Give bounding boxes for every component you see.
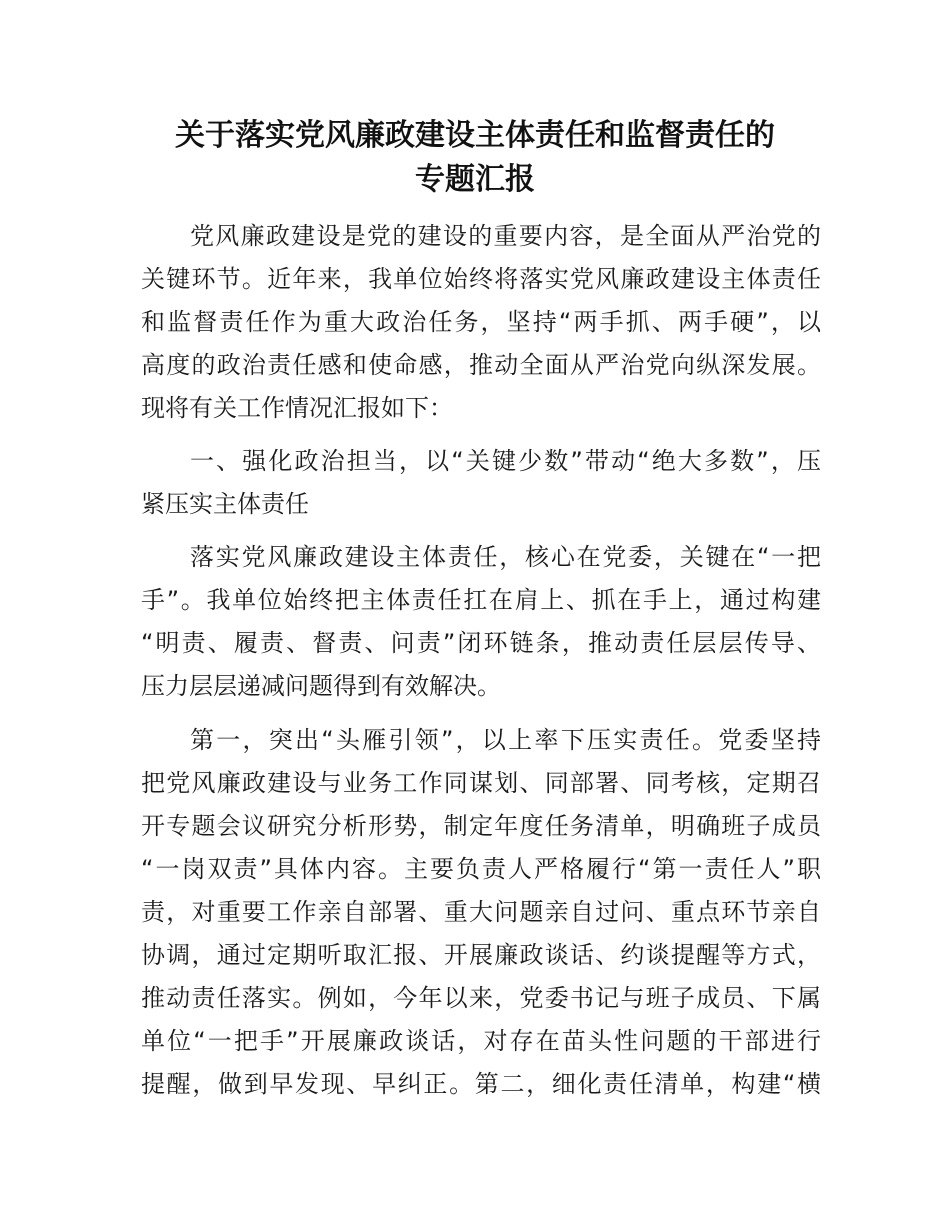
text-line: 协调，通过定期听取汇报、开展廉政谈话、约谈提醒等方式， [141,941,821,969]
text-line: 推动责任落实。例如，今年以来，党委书记与班子成员、下属 [141,984,821,1012]
text-line: “明责、履责、督责、问责”闭环链条，推动责任层层传导、 [141,629,821,657]
text-line: “一岗双责”具体内容。主要负责人严格履行“第一责任人”职 [141,855,821,883]
text-line: 高度的政治责任感和使命感，推动全面从严治党向纵深发展。 [141,351,821,379]
text-line: 提醒，做到早发现、早纠正。第二，细化责任清单，构建“横 [141,1070,821,1098]
text-line: 紧压实主体责任 [141,490,309,518]
text-line: 第一，突出“头雁引领”，以上率下压实责任。党委坚持 [190,726,821,754]
text-line: 一、强化政治担当，以“关键少数”带动“绝大多数”，压 [190,447,821,475]
document-title-line-2: 专题汇报 [415,162,535,197]
document-title-line-1: 关于落实党风廉政建设主体责任和监督责任的 [175,118,775,153]
text-line: 把党风廉政建设与业务工作同谋划、同部署、同考核，定期召 [141,769,821,797]
text-line: 开专题会议研究分析形势，制定年度任务清单，明确班子成员 [141,812,821,840]
text-line: 压力层层递减问题得到有效解决。 [141,672,501,700]
text-line: 党风廉政建设是党的建设的重要内容，是全面从严治党的 [190,222,821,250]
text-line: 关键环节。近年来，我单位始终将落实党风廉政建设主体责任 [141,265,821,293]
text-line: 手”。我单位始终把主体责任扛在肩上、抓在手上，通过构建 [141,586,821,614]
text-line: 单位“一把手”开展廉政谈话，对存在苗头性问题的干部进行 [141,1027,821,1055]
text-line: 落实党风廉政建设主体责任，核心在党委，关键在“一把 [190,543,821,571]
text-line: 责，对重要工作亲自部署、重大问题亲自过问、重点环节亲自 [141,898,821,926]
text-line: 和监督责任作为重大政治任务，坚持“两手抓、两手硬”，以 [141,308,821,336]
text-line: 现将有关工作情况汇报如下： [141,394,453,422]
